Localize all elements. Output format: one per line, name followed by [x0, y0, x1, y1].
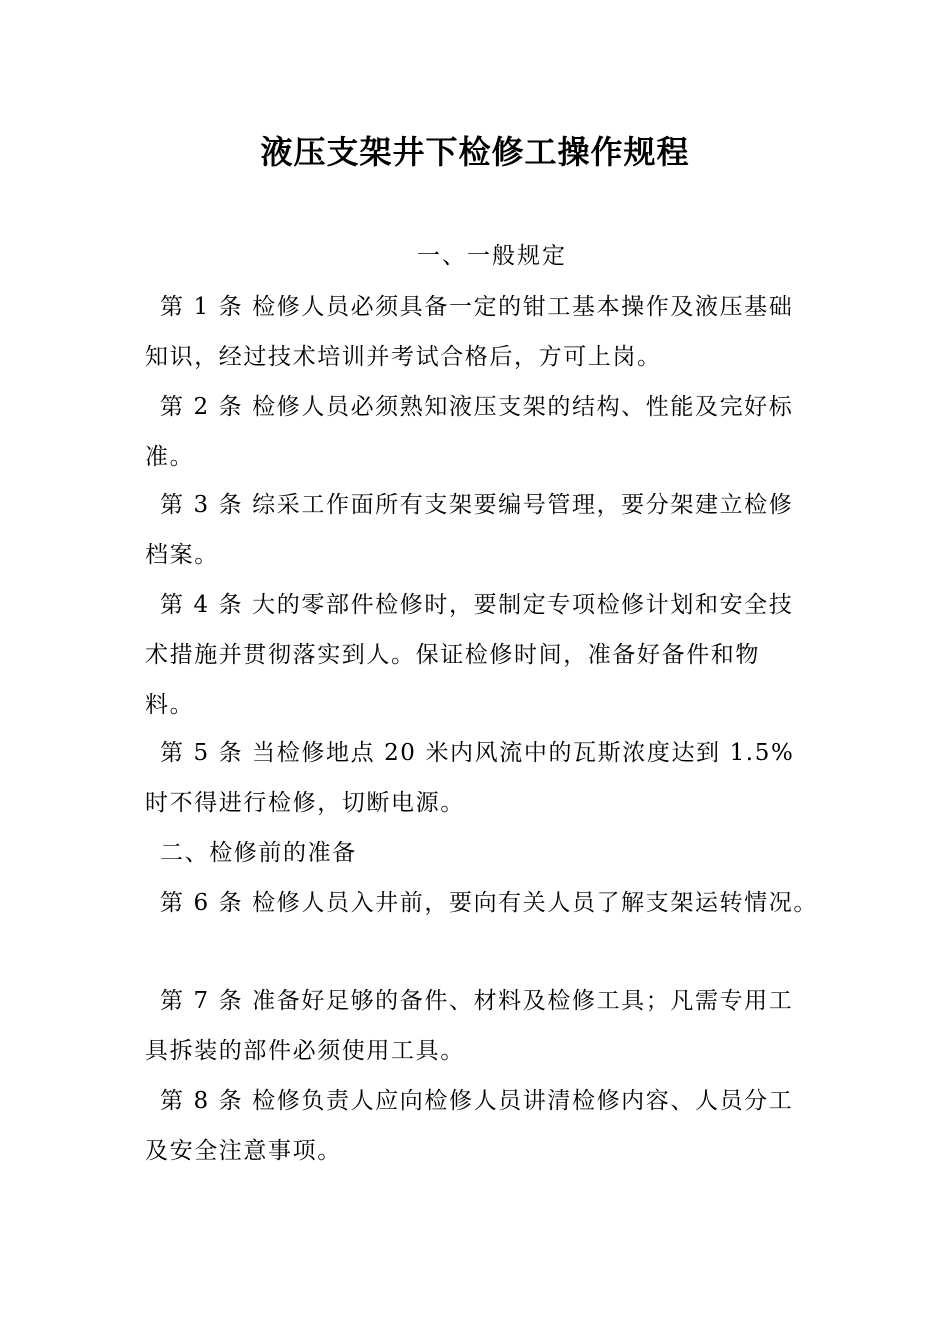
article-4-line-3: 料。 — [145, 692, 195, 718]
article-7-line-2: 具拆装的部件必须使用工具。 — [145, 1038, 465, 1064]
article-2 — [145, 382, 825, 482]
article-3-line-1: 第 3 条 综采工作面所有支架要编号管理，要分架建立检修 — [160, 492, 794, 518]
article-7 — [145, 976, 825, 1076]
article-4-line-2: 术措施并贯彻落实到人。保证检修时间，准备好备件和物 — [145, 642, 760, 668]
article-1-line-1: 第 1 条 检修人员必须具备一定的钳工基本操作及液压基础 — [160, 294, 794, 320]
article-4 — [145, 580, 825, 730]
article-3-line-2: 档案。 — [145, 542, 219, 568]
section-heading-preparation-block — [145, 828, 825, 878]
article-5-line-2: 时不得进行检修，切断电源。 — [145, 790, 465, 816]
article-5-line-1: 第 5 条 当检修地点 20 米内风流中的瓦斯浓度达到 1.5% — [160, 740, 795, 766]
article-2-line-1: 第 2 条 检修人员必须熟知液压支架的结构、性能及完好标 — [160, 394, 794, 420]
article-6-line-1: 第 6 条 检修人员入井前，要向有关人员了解支架运转情况。 — [160, 890, 818, 916]
document-title: 液压支架井下检修工操作规程 — [260, 133, 690, 171]
section-heading-general-rules: 一、一般规定 — [417, 243, 567, 269]
section-heading-preparation: 二、检修前的准备 — [160, 840, 357, 866]
article-6 — [145, 878, 825, 928]
article-3 — [145, 480, 825, 580]
article-1 — [145, 282, 825, 382]
article-7-line-1: 第 7 条 准备好足够的备件、材料及检修工具；凡需专用工 — [160, 988, 794, 1014]
article-4-line-1: 第 4 条 大的零部件检修时，要制定专项检修计划和安全技 — [160, 592, 794, 618]
article-1-line-2: 知识，经过技术培训并考试合格后，方可上岗。 — [145, 344, 662, 370]
article-2-line-2: 准。 — [145, 444, 195, 470]
article-8-line-2: 及安全注意事项。 — [145, 1138, 342, 1164]
article-8 — [145, 1076, 825, 1176]
article-5 — [145, 728, 825, 828]
article-8-line-1: 第 8 条 检修负责人应向检修人员讲清检修内容、人员分工 — [160, 1088, 794, 1114]
